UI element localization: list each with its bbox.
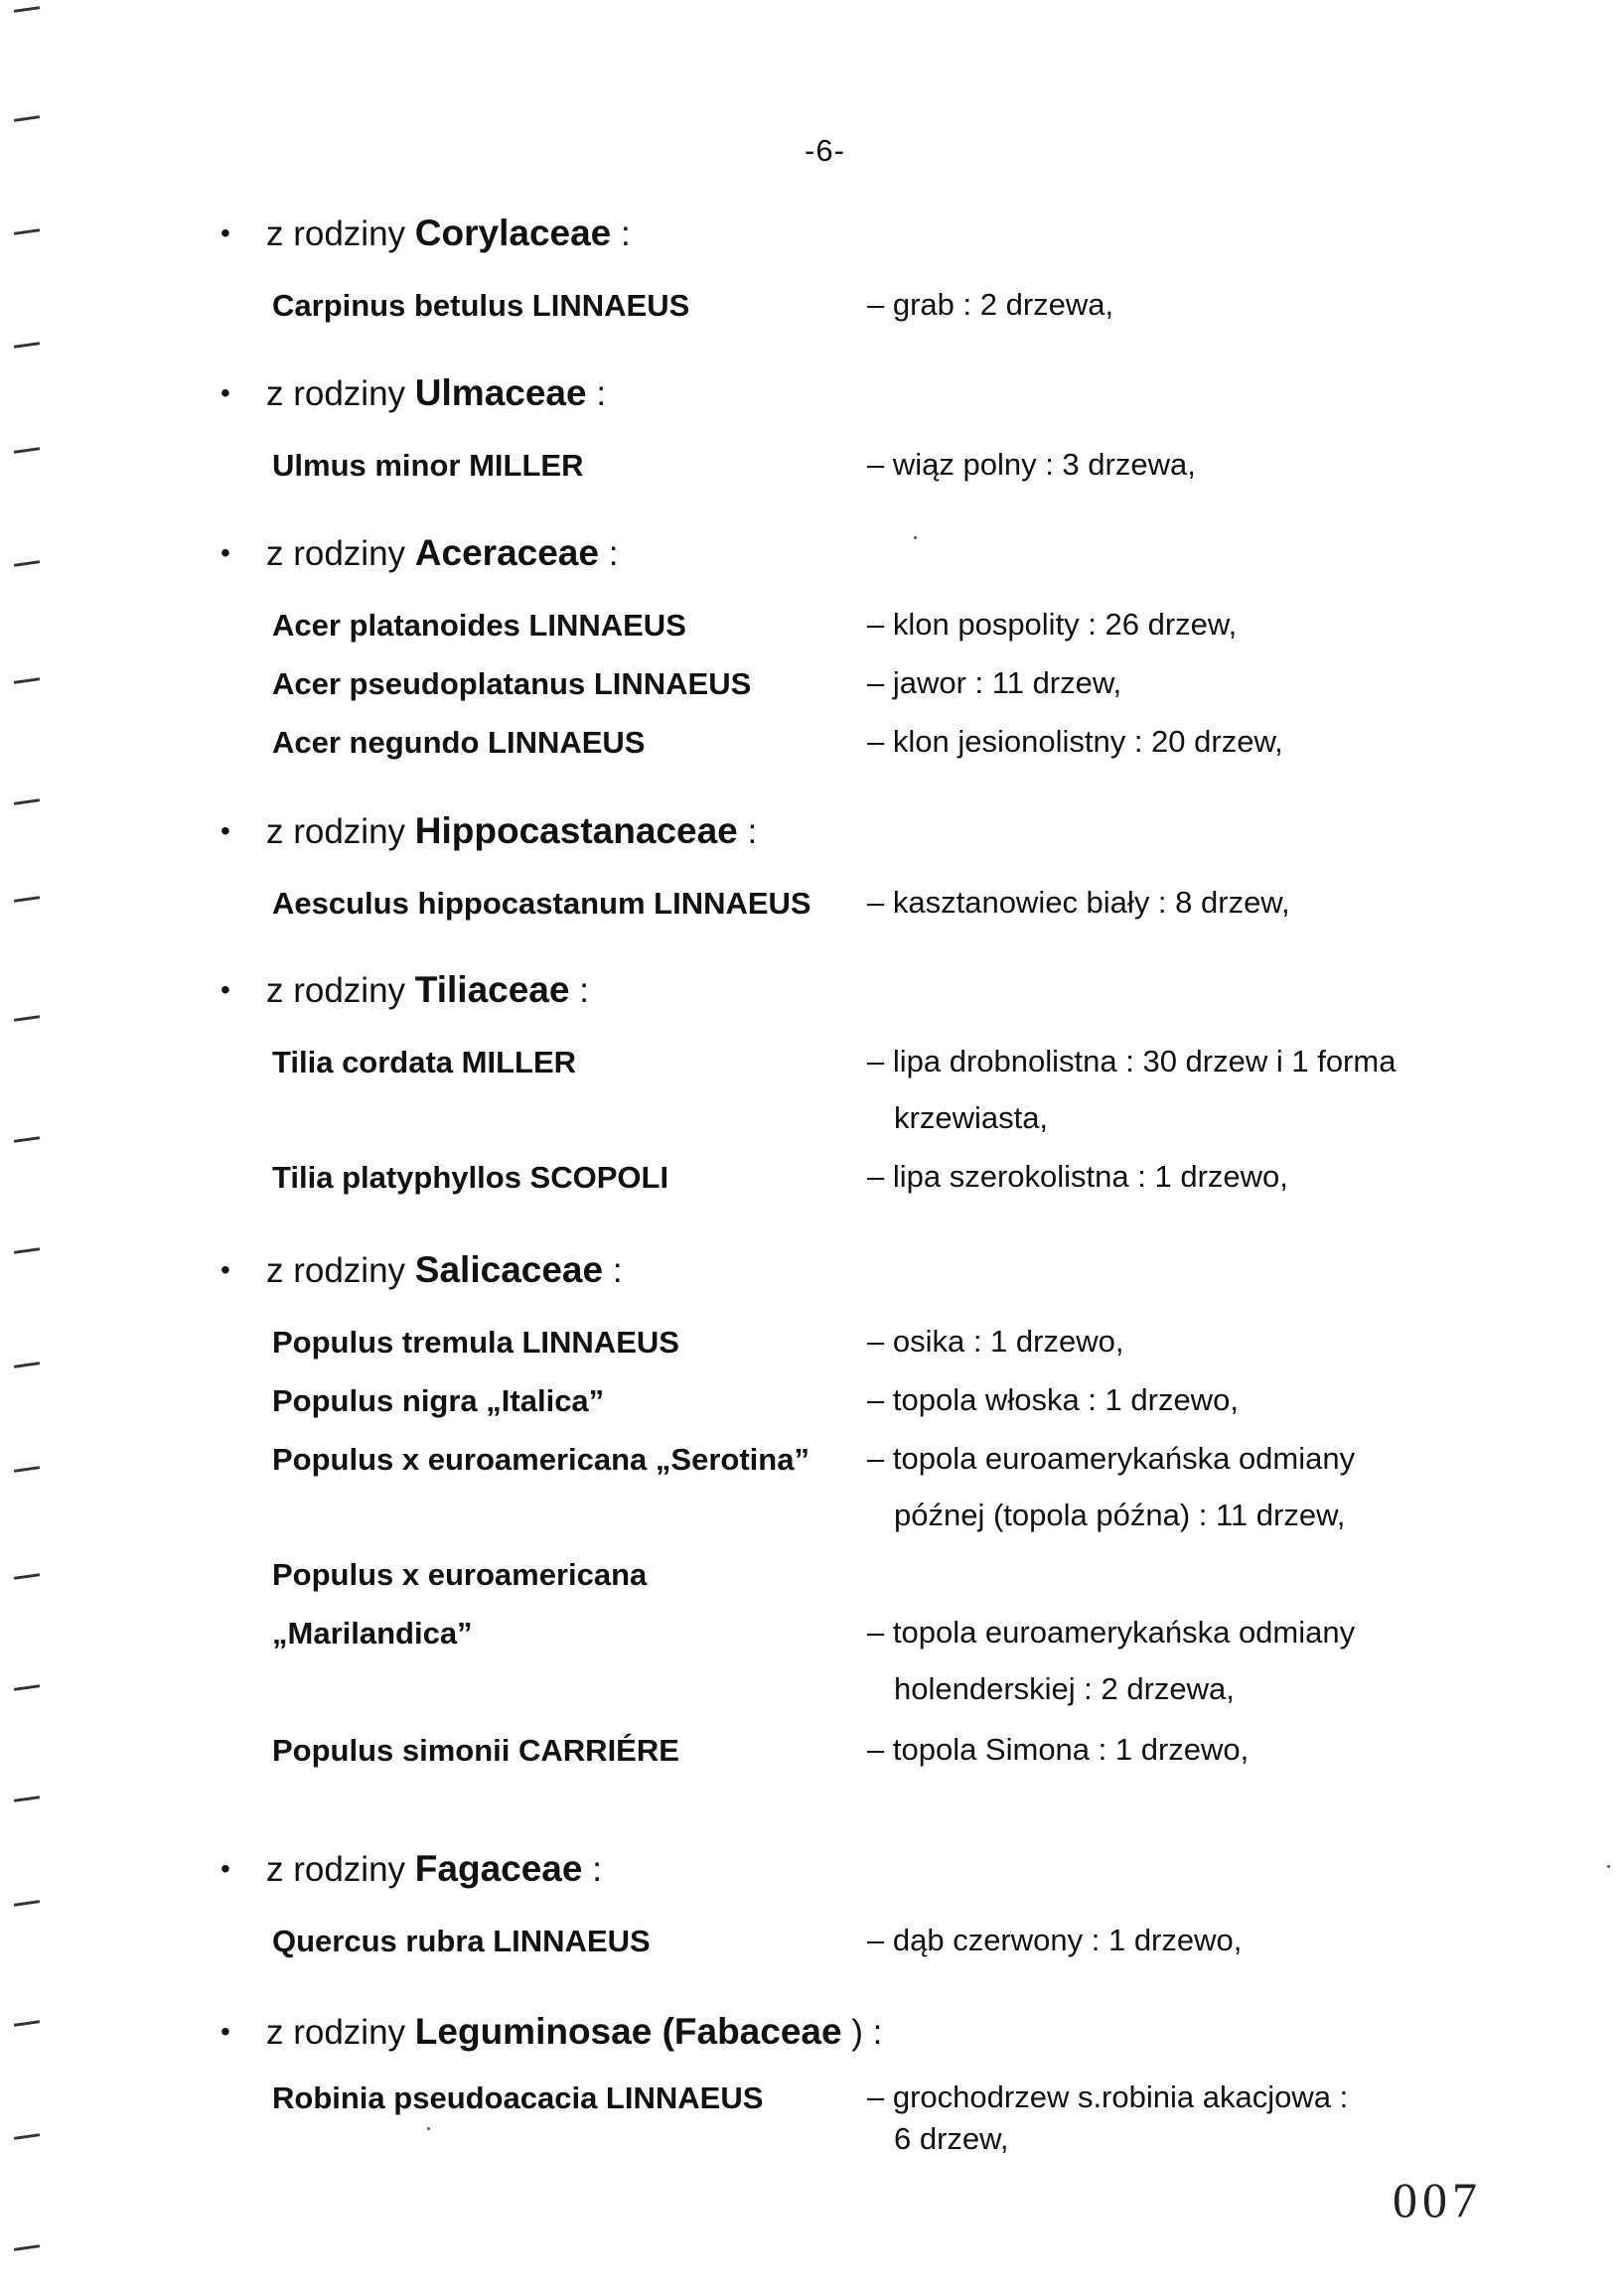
family-heading [221, 1848, 602, 1890]
family-suffix: : [586, 374, 607, 413]
species-polish-name: 6 drzew, [894, 2121, 1009, 2156]
scan-margin-mark [14, 1795, 40, 1802]
family-prefix: z rodziny [266, 1251, 406, 1290]
scan-margin-mark [14, 1136, 40, 1143]
family-prefix: z rodziny [266, 374, 406, 413]
scan-margin-mark [14, 1362, 40, 1368]
scan-speck [1607, 1865, 1610, 1868]
page-number: -6- [805, 133, 845, 168]
species-polish-name: – osika : 1 drzewo, [867, 1324, 1124, 1359]
family-heading [221, 1249, 623, 1291]
bullet-icon: • [221, 2016, 230, 2047]
family-prefix: z rodziny [266, 971, 406, 1010]
species-polish-name: – klon pospolity : 26 drzew, [867, 607, 1238, 642]
scan-margin-mark [14, 228, 40, 235]
bullet-icon: • [221, 974, 230, 1005]
family-suffix: : [598, 534, 619, 573]
bullet-icon: • [221, 815, 230, 846]
species-latin-name: Populus tremula LINNAEUS [272, 1325, 679, 1360]
species-latin-name: Populus x euroamericana [272, 1557, 648, 1592]
species-polish-name: – lipa drobnolistna : 30 drzew i 1 forma [867, 1044, 1397, 1078]
family-heading [221, 969, 589, 1011]
scan-margin-mark [14, 560, 40, 567]
family-suffix: : [737, 812, 758, 851]
family-name: Tiliaceae [414, 969, 570, 1010]
scan-margin-mark [14, 1573, 40, 1580]
family-prefix: z rodziny [266, 2013, 406, 2052]
species-polish-name: – topola włoska : 1 drzewo, [867, 1382, 1239, 1417]
bullet-icon: • [221, 1853, 230, 1884]
scan-speck [427, 2127, 430, 2130]
species-latin-name: Populus x euroamericana „Serotina” [272, 1442, 810, 1477]
species-latin-name: Acer pseudoplatanus LINNAEUS [272, 666, 752, 701]
family-suffix: : [611, 215, 631, 253]
scan-margin-mark [14, 1015, 40, 1022]
scan-margin-mark [14, 115, 40, 122]
scan-margin-mark [14, 447, 40, 454]
species-latin-name: Populus simonii CARRIÉRE [272, 1733, 679, 1768]
bullet-icon: • [221, 377, 230, 408]
species-polish-name: – klon jesionolistny : 20 drzew, [867, 724, 1283, 759]
family-name: Hippocastanaceae [414, 810, 738, 851]
species-polish-name: – topola euroamerykańska odmiany [867, 1615, 1356, 1650]
scan-margin-mark [14, 342, 40, 349]
family-heading [221, 532, 618, 574]
species-polish-name: – topola Simona : 1 drzewo, [867, 1732, 1250, 1767]
family-heading [221, 372, 606, 414]
species-latin-name: Tilia platyphyllos SCOPOLI [272, 1160, 669, 1195]
species-latin-name: Aesculus hippocastanum LINNAEUS [272, 886, 811, 921]
species-latin-name: „Marilandica” [272, 1616, 473, 1650]
family-name: Leguminosae (Fabaceae [414, 2011, 842, 2052]
family-name: Fagaceae [414, 1848, 583, 1889]
scan-margin-mark [14, 6, 40, 13]
species-latin-name: Populus nigra „Italica” [272, 1383, 605, 1418]
family-suffix: : [582, 1850, 602, 1889]
species-polish-name: holenderskiej : 2 drzewa, [894, 1671, 1235, 1706]
species-polish-name: – dąb czerwony : 1 drzewo, [867, 1923, 1243, 1957]
family-suffix: : [569, 971, 589, 1010]
scan-margin-mark [14, 1466, 40, 1473]
scan-margin-mark [14, 677, 40, 684]
family-suffix: : [603, 1251, 623, 1290]
scan-margin-mark [14, 798, 40, 805]
bullet-icon: • [221, 1254, 230, 1285]
family-name: Corylaceae [414, 213, 612, 253]
family-heading [221, 2011, 882, 2053]
bullet-icon: • [221, 217, 230, 248]
scan-speck [914, 536, 917, 539]
species-polish-name: – topola euroamerykańska odmiany [867, 1441, 1356, 1476]
scan-margin-mark [14, 1900, 40, 1907]
family-name: Salicaceae [414, 1249, 604, 1290]
family-prefix: z rodziny [266, 1850, 406, 1889]
species-latin-name: Carpinus betulus LINNAEUS [272, 288, 690, 323]
scan-margin-mark [14, 1684, 40, 1691]
family-prefix: z rodziny [266, 534, 406, 573]
species-polish-name: – grochodrzew s.robinia akacjowa : [867, 2080, 1349, 2114]
scan-margin-mark [14, 2133, 40, 2140]
family-prefix: z rodziny [266, 812, 406, 851]
species-latin-name: Acer platanoides LINNAEUS [272, 608, 686, 643]
scan-margin-mark [14, 2244, 40, 2251]
species-latin-name: Tilia cordata MILLER [272, 1045, 577, 1079]
family-prefix: z rodziny [266, 215, 406, 253]
species-latin-name: Acer negundo LINNAEUS [272, 725, 646, 760]
species-polish-name: – grab : 2 drzewa, [867, 287, 1114, 322]
scan-margin-mark [14, 2020, 40, 2027]
species-polish-name: – jawor : 11 drzew, [867, 665, 1122, 700]
document-stamp: 007 [1393, 2172, 1482, 2227]
family-heading [221, 213, 631, 254]
species-latin-name: Ulmus minor MILLER [272, 448, 584, 483]
species-latin-name: Quercus rubra LINNAEUS [272, 1924, 651, 1958]
species-polish-name: – kasztanowiec biały : 8 drzew, [867, 885, 1290, 920]
species-polish-name: krzewiasta, [894, 1100, 1049, 1135]
species-polish-name: – wiąz polny : 3 drzewa, [867, 447, 1196, 482]
species-polish-name: – lipa szerokolistna : 1 drzewo, [867, 1159, 1288, 1194]
scan-margin-mark [14, 896, 40, 903]
family-name: Aceraceae [414, 532, 599, 573]
species-polish-name: późnej (topola późna) : 11 drzew, [894, 1498, 1346, 1532]
family-suffix: ) : [841, 2013, 883, 2052]
family-name: Ulmaceae [414, 372, 587, 413]
species-latin-name: Robinia pseudoacacia LINNAEUS [272, 2081, 764, 2115]
scan-margin-mark [14, 1247, 40, 1254]
family-heading [221, 810, 757, 852]
bullet-icon: • [221, 537, 230, 568]
